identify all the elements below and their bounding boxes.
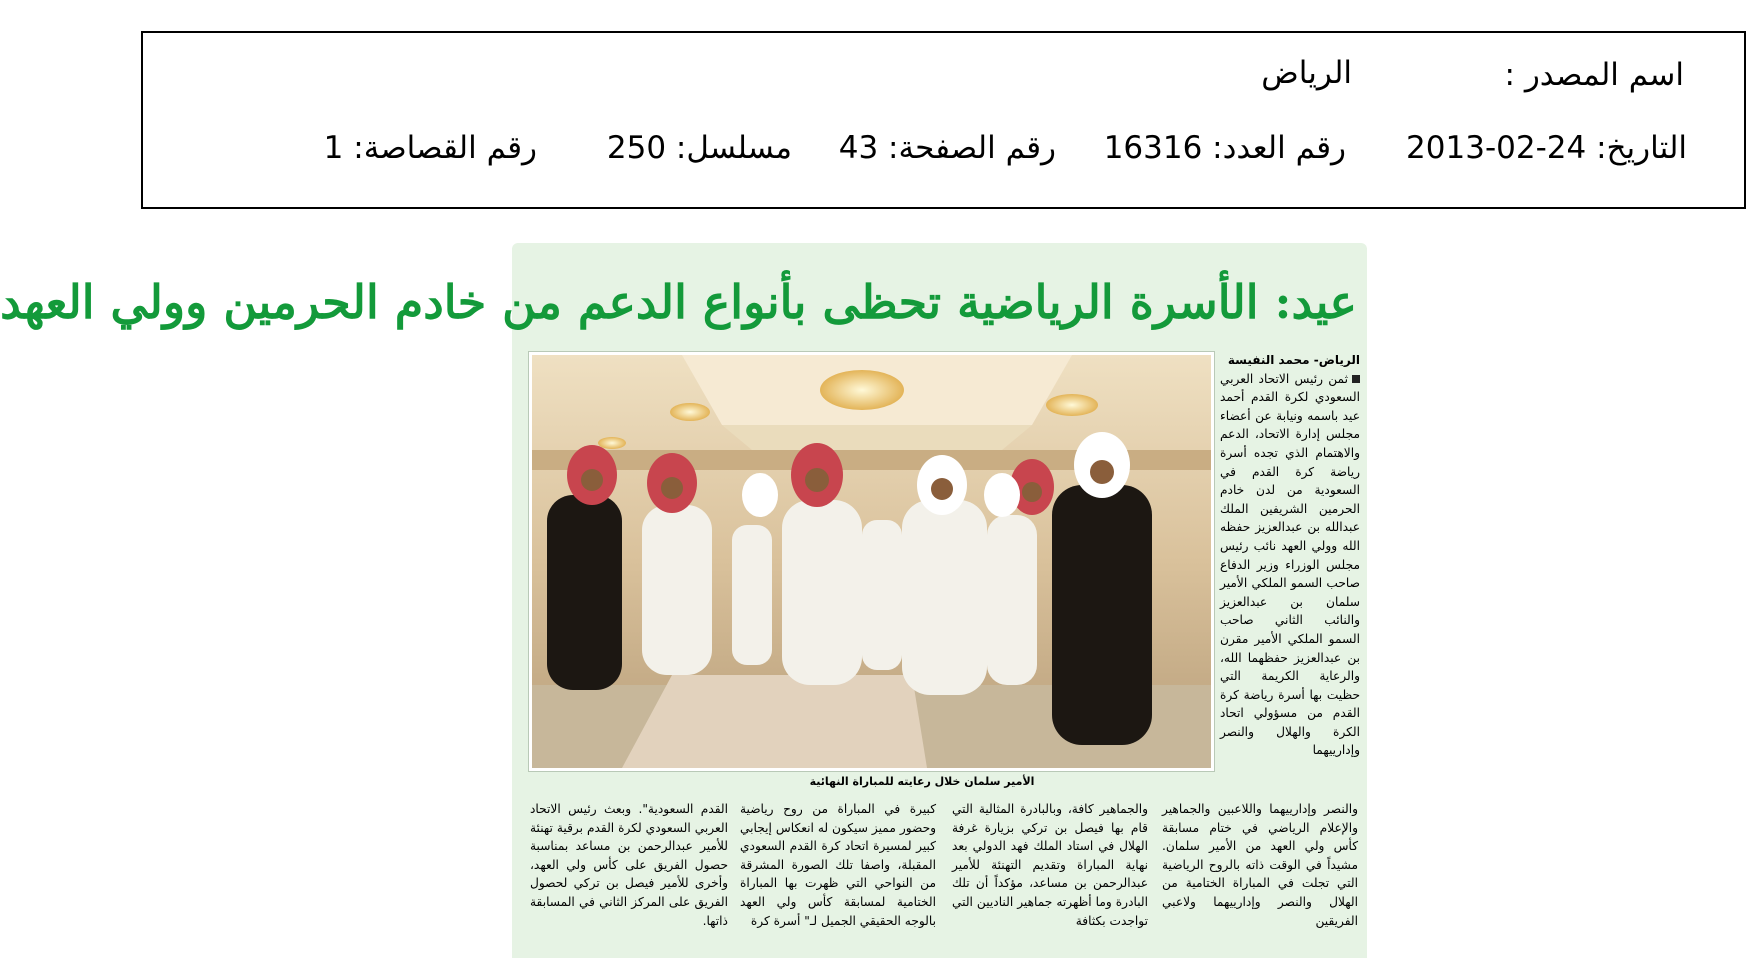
article-column-2: والنصر وإدارييهما واللاعبين والجماهير والإعلام الرياضي في ختام مسابقة كأس ولي العهد من الأمير سلمان. مشيداً في الوقت ذاته بالروح الرياضية التي تجلت في المباراة الختامية من الهلال والنصر وإدارييهما ولاعبي الفريقين (1162, 802, 1358, 928)
article-column-5: القدم السعودية". وبعث رئيس الاتحاد العربي السعودي لكرة القدم برقية تهنئة للأمير عبدالرحمن بن مساعد بمناسبة حصول الفريق على كأس ولي العهد، وأخرى للأمير فيصل بن تركي لحصول الفريق على المركز الثاني في المسابقة ذاتها. (530, 802, 728, 928)
clip-number: رقم القصاصة: 1 (323, 130, 537, 166)
issue-number: رقم العدد: 16316 (1103, 130, 1346, 166)
article-column-4: كبيرة في المباراة من روح رياضية وحضور مميز سيكون له انعكاس إيجابي كبير لمسيرة اتحاد كرة القدم السعودي المقبلة، واصفا تلك الصورة المشرقة من النواحي التي ظهرت بها المباراة الختامية لمسابقة كأس ولي العهد بالوجه الحقيقي الجميل لـ" أسرة كرة (740, 802, 936, 928)
article-byline: الرياض- محمد النفيسة (1227, 353, 1360, 367)
article-photo (529, 352, 1214, 771)
newspaper-clipping (0, 243, 1367, 958)
date-field: التاريخ: 24-02-2013 (1406, 130, 1687, 166)
source-info-box (141, 31, 1746, 209)
photo-caption: الأمير سلمان خلال رعايته للمباراة النهائية (809, 775, 1035, 788)
article-column-3: والجماهير كافة، وبالبادرة المثالية التي قام بها فيصل بن تركي بزيارة غرفة الهلال في استاد الملك فهد الدولي بعد نهاية المباراة وتقديم التهنئة للأمير عبدالرحمن بن مساعد، مؤكداً أن تلك البادرة وما أظهرته جماهير الناديين التي تواجدت بكثافة (952, 802, 1148, 928)
bullet-square-icon (1352, 375, 1360, 383)
article-column-1-text: ثمن رئيس الاتحاد العربي السعودي لكرة القدم أحمد عيد باسمه ونيابة عن أعضاء مجلس إدارة الاتحاد، الدعم والاهتمام الذي تجده أسرة رياضة كرة القدم في السعودية من لدن خادم الحرمين الشريفين الملك عبدالله بن عبدالعزيز حفظه الله وولي العهد نائب رئيس مجلس الوزراء وزير الدفاع صاحب السمو الملكي الأمير سلمان بن عبدالعزيز والنائب الثاني صاحب السمو الملكي الأمير مقرن بن عبدالعزيز حفظهما الله، والرعاية الكريمة التي حظيت بها أسرة رياضة كرة القدم من مسؤولي اتحاد الكرة والهلال والنصر وإدارييهما (1220, 371, 1360, 758)
article-headline: عيد: الأسرة الرياضية تحظى بأنواع الدعم من خادم الحرمين وولي العهد (0, 275, 1357, 329)
serial-number: مسلسل: 250 (606, 130, 792, 166)
source-label: اسم المصدر : (1504, 57, 1684, 93)
page-number: رقم الصفحة: 43 (838, 130, 1056, 166)
source-value: الرياض (1261, 55, 1352, 91)
